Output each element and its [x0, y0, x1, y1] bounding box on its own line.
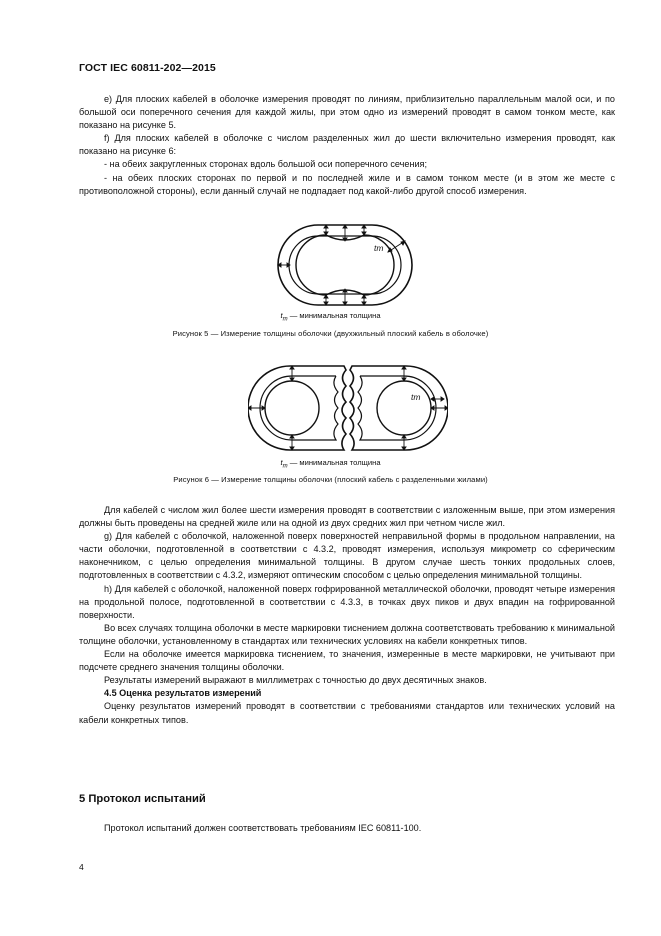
- figure-5-caption: Рисунок 5 — Измерение толщины оболочки (двухжильный плоский кабель в оболочке): [172, 329, 489, 338]
- figure-5-legend: $t_m$ — минимальная толщина: [280, 311, 381, 323]
- right-core: [377, 381, 431, 435]
- paragraph-dash-1: - на обеих закругленных сторонах вдоль большой оси поперечного сечения;: [104, 159, 427, 170]
- paragraph-all-cases: Во всех случаях толщина оболочки в месте маркировки тиснением должна соответствовать требованию к минимальной толщине оболочки, установленному в стандартах или технических условиях на кабели конкретных типов.: [79, 622, 615, 646]
- paragraph-f: f) Для плоских кабелей в оболочке с числом разделенных жил до шести включительно измерения проводят, как показано на рисунке 6:: [79, 133, 615, 157]
- section-5-heading: 5 Протокол испытаний: [79, 793, 206, 805]
- left-sheath-inner: [260, 376, 338, 440]
- figure-5-drawing: [270, 215, 420, 310]
- tm-label: tm: [374, 243, 384, 253]
- inner-sheath: [289, 236, 401, 294]
- paragraph-evaluation: Оценку результатов измерений проводят в соответствии с требованиями стандартов или технических условий на кабели конкретных типов.: [79, 701, 615, 725]
- paragraph-h: h) Для кабелей с оболочкой, наложенной поверх гофрированной металлической оболочки, проводят четыре измерения на продольной полосе, подготовленной в соответствии с 4.3.3, в точках двух пиков и двух впадин на гофрированной поверхности.: [79, 583, 615, 620]
- paragraph-results: Результаты измерений выражают в миллиметрах с точностью до двух десятичных знаков.: [104, 675, 487, 686]
- measurement-arrows: [278, 225, 405, 305]
- left-core: [265, 381, 319, 435]
- figure-6-caption: Рисунок 6 — Измерение толщины оболочки (плоский кабель с разделенными жилами): [173, 475, 488, 484]
- page-number: 4: [79, 862, 84, 872]
- figure-6-drawing: [248, 360, 448, 455]
- paragraph-more-cores: Для кабелей с числом жил более шести измерения проводят в соответствии с изложенным выше, при этом измерения должны быть проведены на средней жиле или на одной из двух средних жил при четном числе жил.: [79, 505, 615, 529]
- section-4-5-heading: 4.5 Оценка результатов измерений: [104, 688, 262, 699]
- paragraph-marking: Если на оболочке имеется маркировка тиснением, то значения, измеренные в месте маркировки, не учитывают при подсчете среднего значения толщины оболочки.: [79, 649, 615, 673]
- figure-6-legend: $t_m$ — минимальная толщина: [280, 458, 381, 470]
- section-5-text: Протокол испытаний должен соответствовать требованиям IEC 60811-100.: [104, 823, 422, 833]
- tm-label-6: tm: [411, 392, 421, 402]
- document-header: ГОСТ IEC 60811-202—2015: [79, 62, 216, 74]
- paragraph-dash-2: - на обеих плоских сторонах по первой и по последней жиле и в самом тонком месте (и в этом же месте с противоположной стороны), если данный случай не подпадает под какой-либо другой способ измерения.: [79, 172, 615, 196]
- paragraph-g: g) Для кабелей с оболочкой, наложенной поверх поверхностей неправильной формы в продольном направлении, на части оболочки, подготовленной в соответствии с 4.3.2, проводят измерения, используя микрометр со сферическим наконечником, с целью определения минимальной толщины. В другом случае шесть тонких продольных слоев, подготовленных в соответствии с 4.3.2, измеряют оптическим способом с целью определения минимальной толщины.: [79, 531, 615, 581]
- text-block-2: [79, 504, 615, 727]
- right-sheath-inner: [358, 376, 436, 440]
- text-block-1: [79, 93, 615, 198]
- paragraph-e: e) Для плоских кабелей в оболочке измерения проводят по линиям, приблизительно параллельным малой оси, и по большой оси поперечного сечения для каждой жилы, при этом одно из измерений проводят в самом тонком месте, как показано на рисунке 5.: [79, 94, 615, 131]
